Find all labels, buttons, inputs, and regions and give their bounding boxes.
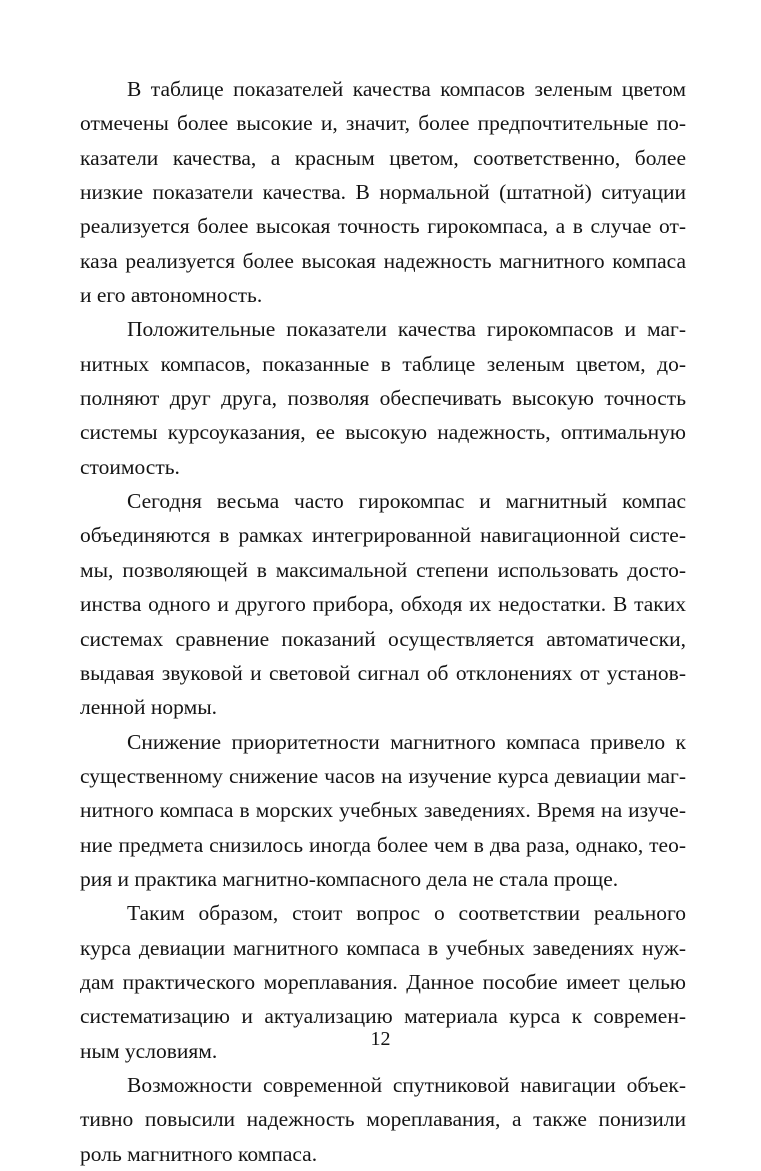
text-line: казатели качества, а красным цветом, соответственно, более [80, 145, 686, 170]
text-line: ным условиям. [80, 1038, 218, 1063]
text-line: В таблице показателей качества компасов зеленым цветом [127, 77, 686, 101]
text-line: системы курсоуказания, ее высокую надежность, оптимальную [80, 420, 686, 445]
body-text [80, 72, 686, 1171]
text-line: инства одного и другого прибора, обходя их недостатки. В таких [80, 592, 686, 617]
text-line: курса девиации магнитного компаса в учебных заведениях нуж- [80, 935, 686, 960]
text-line: стоимость. [80, 454, 180, 479]
text-line: мы, позволяющей в максимальной степени использовать досто- [80, 557, 686, 582]
page-number: 12 [370, 1028, 391, 1050]
text-line: реализуется более высокая точность гирокомпаса, а в случае от- [80, 214, 686, 239]
text-line: полняют друг друга, позволяя обеспечивать высокую точность [80, 386, 686, 411]
text-line: нитных компасов, показанные в таблице зеленым цветом, до- [80, 351, 686, 376]
text-line: ленной нормы. [80, 695, 218, 720]
text-line: отмечены более высокие и, значит, более предпочтительные по- [80, 111, 686, 136]
text-line: роль магнитного компаса. [80, 1141, 318, 1166]
text-line: ние предмета снизилось иногда более чем в два раза, однако, тео- [80, 832, 686, 857]
text-line: тивно повысили надежность мореплавания, а также понизили [80, 1107, 686, 1132]
text-line: рия и практика магнитно-компасного дела не стала проще. [80, 866, 619, 891]
text-line: существенному снижение часов на изучение курса девиации маг- [80, 763, 686, 788]
text-line: системах сравнение показаний осуществляется автоматически, [80, 626, 686, 651]
text-line: выдавая звуковой и световой сигнал об отклонениях от установ- [80, 660, 686, 685]
text-line: низкие показатели качества. В нормальной (штатной) ситуации [80, 180, 686, 205]
text-line: объединяются в рамках интегрированной навигационной систе- [80, 523, 686, 548]
text-line: Положительные показатели качества гирокомпасов и маг- [127, 317, 686, 342]
text-line: Сегодня весьма часто гирокомпас и магнитный компас [127, 489, 686, 514]
text-line: дам практического мореплавания. Данное пособие имеет целью [80, 969, 686, 994]
text-line: Снижение приоритетности магнитного компаса привело к [127, 729, 686, 754]
text-line: Таким образом, стоит вопрос о соответствии реального [127, 901, 686, 926]
text-line: Возможности современной спутниковой навигации объек- [127, 1072, 686, 1097]
text-line: нитного компаса в морских учебных заведениях. Время на изуче- [80, 798, 686, 823]
text-line: и его автономность. [80, 283, 263, 308]
text-line: систематизацию и актуализацию материала курса к современ- [80, 1004, 686, 1029]
text-line: каза реализуется более высокая надежность магнитного компаса [80, 248, 686, 273]
